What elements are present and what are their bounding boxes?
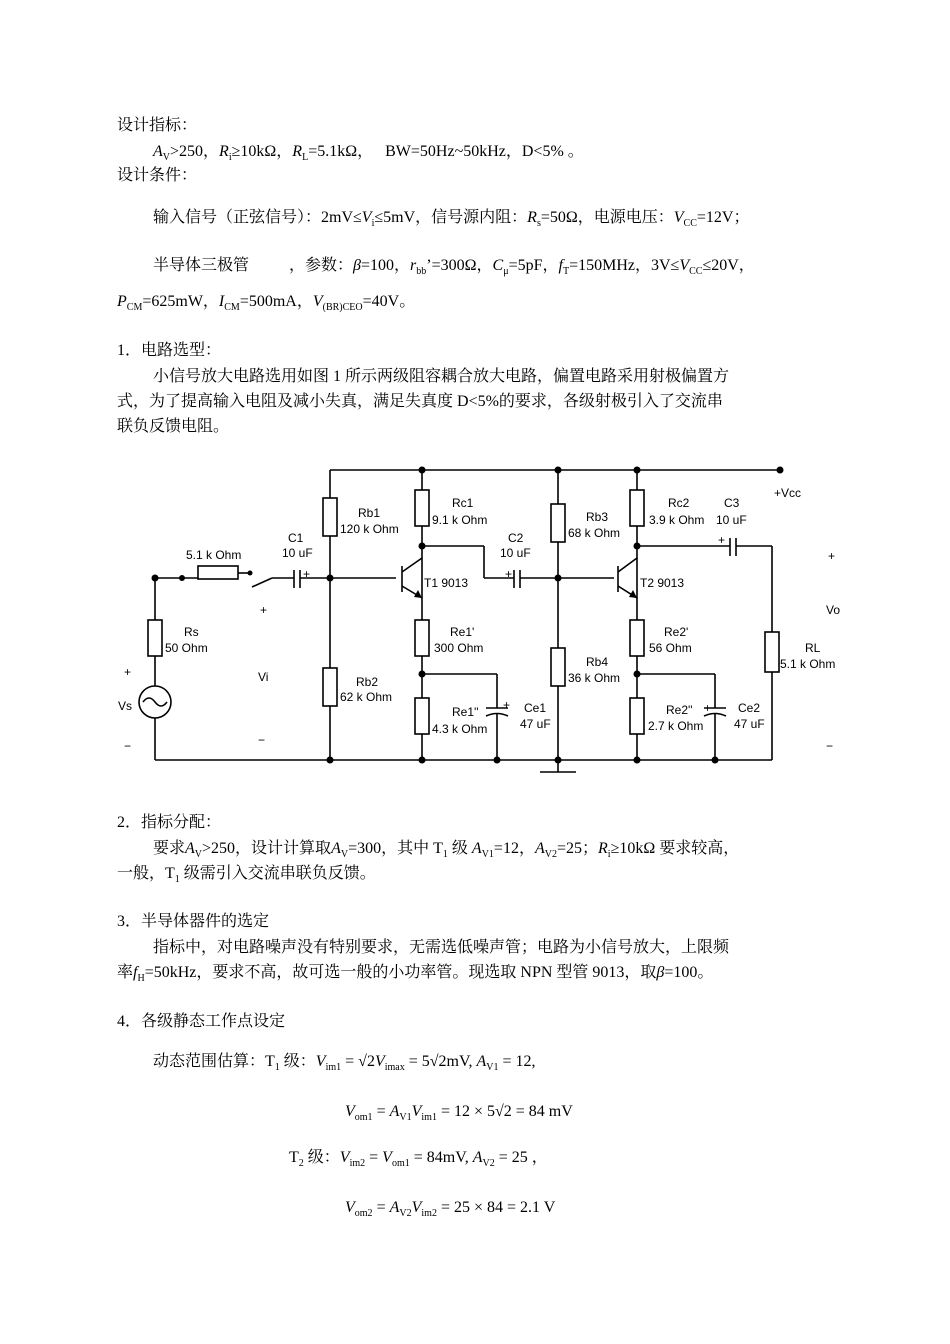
cond-heading: 设计条件：: [117, 167, 198, 184]
label-c2-value: 10 uF: [500, 546, 531, 560]
label-rl-value: 5.1 k Ohm: [780, 657, 836, 671]
s4-heading: 4．各级静态工作点设定: [117, 1013, 286, 1030]
label-re1a: Re1': [450, 625, 475, 639]
label-vi: Vi: [258, 670, 269, 684]
cond-line-3: $P_{CM}=625mW$，$I_{CM}=500mA$，$V_{(BR)CEO}=40V$。: [117, 293, 416, 313]
s2-line-1: 要求$A_V>250$，设计计算取$A_V=300$，其中 $T_1$ 级 $A_{V1}=12$，$A_{V2}=25$；$R_i\ge 10k\Omega$ 要求较高，: [153, 840, 740, 860]
label-rb2: Rb2: [356, 675, 379, 689]
label-vcc: +Vcc: [774, 486, 802, 500]
s4-eq-2: $V_{om1} = A_{V1}V_{im1} = 12 \times 5√2 = 84$ mV: [345, 1103, 573, 1123]
spec-heading: 设计指标：: [117, 117, 198, 134]
label-rc1: Rc1: [452, 496, 474, 510]
amplifier-circuit-diagram: [100, 450, 860, 795]
s4-eq-4: $V_{om2} = A_{V2}V_{im2} = 25 \times 84 = 2.1$ V: [345, 1199, 556, 1219]
label-rl: RL: [805, 641, 821, 655]
s2-line-2: 一般，$T_1$ 级需引入交流串联负反馈。: [117, 865, 376, 885]
label-rc2-value: 3.9 k Ohm: [649, 513, 705, 527]
label-vs-plus: +: [124, 665, 132, 679]
s1-para-1: 小信号放大电路选用如图 1 所示两级阻容耦合放大电路，偏置电路采用射极偏置方: [153, 368, 730, 385]
label-re2b-value: 2.7 k Ohm: [648, 719, 704, 733]
label-vi-plus: +: [260, 603, 268, 617]
cond-line-2: 半导体三极管 ，参数：β=100，$r_{bb}’=300\Omega$，$C_\mu=5pF$，$f_T=150MHz$，$3V\le V_{CC}\le 20V$，: [153, 257, 755, 277]
label-c3-value: 10 uF: [716, 513, 747, 527]
label-rb4-value: 36 k Ohm: [568, 671, 621, 685]
label-re1b-value: 4.3 k Ohm: [432, 722, 488, 736]
label-ce2-value: 47 uF: [734, 717, 765, 731]
label-t1: T1 9013: [424, 576, 469, 590]
label-rb2-value: 62 k Ohm: [340, 690, 393, 704]
label-re2a: Re2': [664, 625, 689, 639]
label-rb4: Rb4: [586, 655, 609, 669]
label-rs-value: 50 Ohm: [165, 641, 208, 655]
s1-para-2: 式，为了提高输入电阻及减小失真，满足失真度 D<5%的要求，各级射极引入了交流串: [117, 393, 723, 410]
label-re1b: Re1'': [452, 705, 479, 719]
label-rb3-value: 68 k Ohm: [568, 526, 621, 540]
label-c1-value: 10 uF: [282, 546, 313, 560]
label-rs-series: 5.1 k Ohm: [186, 548, 242, 562]
label-re1a-value: 300 Ohm: [434, 641, 484, 655]
spec-line: $A_V>250$，$R_i\ge 10k\Omega$，$R_L=5.1k\Omega$， BW=50Hz~50kHz，D<5% 。: [153, 143, 584, 163]
s4-eq-1: 动态范围估算：$T_1$ 级：$V_{im1} = √2V_{imax} = 5√2mV$, $A_{V1} = 12$,: [153, 1053, 536, 1073]
label-c2-plus: +: [505, 567, 513, 581]
label-t2: T2 9013: [640, 576, 685, 590]
label-rb3: Rb3: [586, 510, 609, 524]
label-c3-plus: +: [718, 533, 726, 547]
s3-para-1: 指标中，对电路噪声没有特别要求，无需选低噪声管；电路为小信号放大，上限频: [153, 939, 730, 956]
label-rc1-value: 9.1 k Ohm: [432, 513, 488, 527]
s3-line-2: 率$f_H=50kHz$，要求不高，故可选一般的小功率管。现选取 NPN 型管 9013，取β=100。: [117, 964, 714, 984]
label-rc2: Rc2: [668, 496, 690, 510]
s1-heading: 1．电路选型：: [117, 342, 222, 359]
s4-eq-3: $T_2$ 级：$V_{im2} = V_{om1} = 84mV$, $A_{V2} = 25$ ，: [289, 1149, 548, 1169]
label-vs-minus: −: [124, 739, 132, 753]
label-c1: C1: [288, 531, 304, 545]
label-ce2: Ce2: [738, 701, 761, 715]
label-ce1-plus: +: [503, 698, 511, 712]
label-ce2-plus: +: [704, 701, 712, 715]
label-ce1-value: 47 uF: [520, 717, 551, 731]
label-rs: Rs: [184, 625, 199, 639]
label-rb1: Rb1: [358, 506, 381, 520]
s3-heading: 3．半导体器件的选定: [117, 913, 270, 930]
label-vo: Vo: [826, 603, 841, 617]
label-ce1: Ce1: [524, 701, 547, 715]
label-c3: C3: [724, 496, 740, 510]
label-vs: Vs: [118, 699, 133, 713]
s1-para-3: 联负反馈电阻。: [117, 418, 230, 435]
cond-line-1: 输入信号（正弦信号）：$2mV\le V_i\le 5mV$，信号源内阻：$R_s=50\Omega$，电源电压：$V_{CC}=12V$；: [153, 209, 750, 229]
label-c1-plus: +: [303, 567, 311, 581]
label-vi-minus: −: [258, 733, 266, 747]
label-rb1-value: 120 k Ohm: [340, 522, 399, 536]
label-vo-minus: −: [826, 739, 834, 753]
label-c2: C2: [508, 531, 524, 545]
label-vo-plus: +: [828, 549, 836, 563]
label-re2b: Re2'': [666, 703, 693, 717]
label-re2a-value: 56 Ohm: [649, 641, 692, 655]
s2-heading: 2．指标分配：: [117, 814, 222, 831]
